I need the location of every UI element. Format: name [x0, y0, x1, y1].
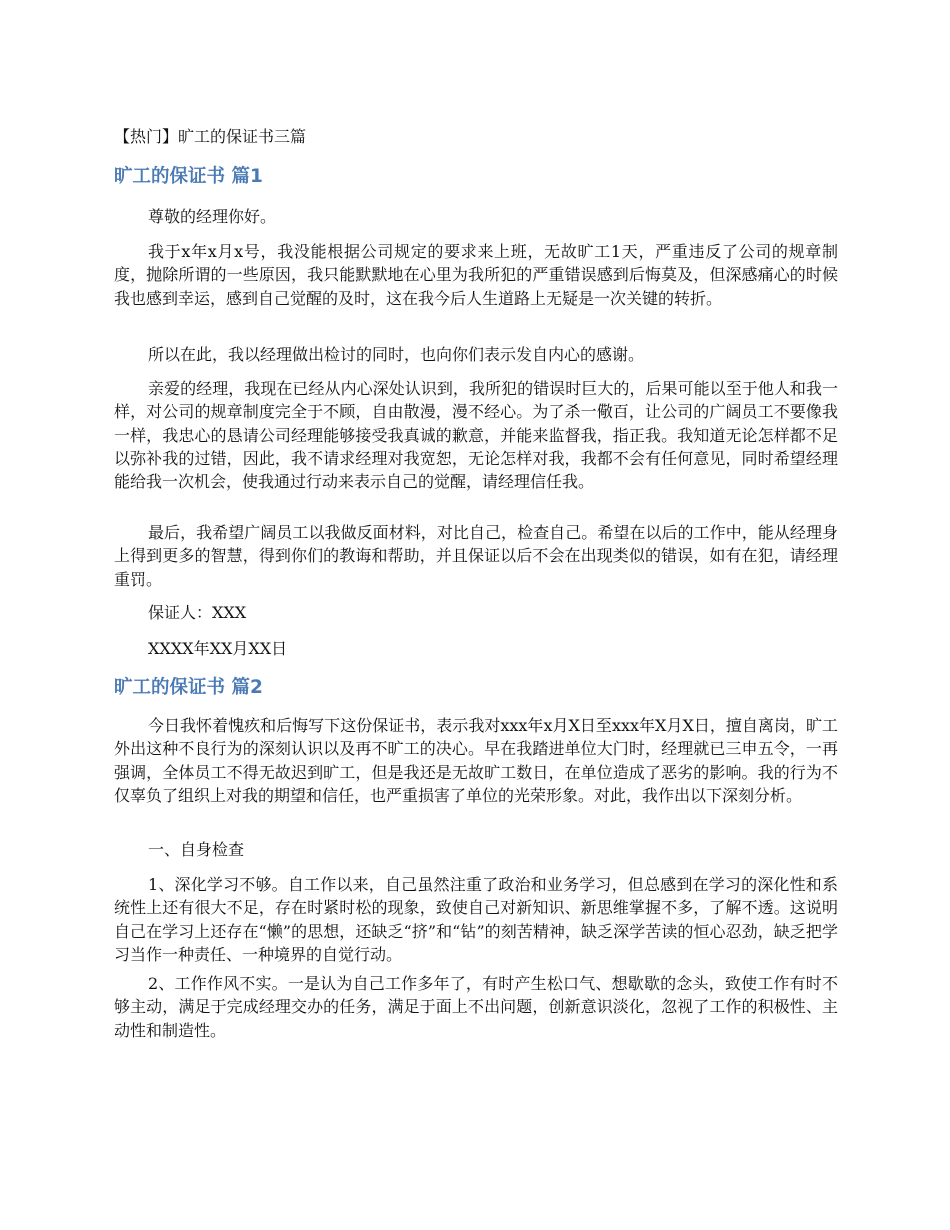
- section-1-paragraph-5: 最后，我希望广阔员工以我做反面材料，对比自己，检查自己。希望在以后的工作中，能从经理身上得到更多的智慧，得到你们的教诲和帮助，并且保证以后不会在出现类似的错误，如有在犯，请经理重罚。: [114, 523, 838, 589]
- date-line: XXXX年XX月XX日: [148, 639, 288, 658]
- section-1-paragraph-2: 我于x年x月x号，我没能根据公司规定的要求来上班，无故旷工1天，严重违反了公司的规章制度，抛除所谓的一些原因，我只能默默地在心里为我所犯的严重错误感到后悔莫及，但深感痛心的时候我也感到幸运，感到自己觉醒的及时，这在我今后人生道路上无疑是一次关键的转折。: [114, 242, 838, 308]
- subsection-heading-self-check: 一、自身检查: [148, 840, 245, 859]
- section-1-heading: 旷工的保证书 篇1: [114, 166, 263, 187]
- section-1-paragraph-3: 所以在此，我以经理做出检讨的同时，也向你们表示发自内心的感谢。: [148, 345, 645, 364]
- section-2-paragraph-3: 1、深化学习不够。自工作以来，自己虽然注重了政治和业务学习，但总感到在学习的深化性和系统性上还有很大不足，存在时紧时松的现象，致使自己对新知识、新思维掌握不多，了解不透。这说明自己在学习上还存在“懒”的思想，还缺乏“挤”和“钻”的刻苦精神，缺乏深学苦读的恒心忍劲，缺乏把学习当作一种责任、一种境界的自觉行动。: [114, 875, 838, 964]
- section-1-paragraph-4: 亲爱的经理，我现在已经从内心深处认识到，我所犯的错误时巨大的，后果可能以至于他人和我一样，对公司的规章制度完全于不顾，自由散漫，漫不经心。为了杀一儆百，让公司的广阔员工不要像我一样，我忠心的恳请公司经理能够接受我真诚的歉意，并能来监督我，指正我。我知道无论怎样都不足以弥补我的过错，因此，我不请求经理对我宽恕，无论怎样对我，我都不会有任何意见，同时希望经理能给我一次机会，使我通过行动来表示自己的觉醒，请经理信任我。: [114, 379, 838, 492]
- section-2-paragraph-4: 2、工作作风不实。一是认为自己工作多年了，有时产生松口气、想歇歇的念头，致使工作有时不够主动，满足于完成经理交办的任务，满足于面上不出问题，创新意识淡化，忽视了工作的积极性、主动性和制造性。: [114, 974, 838, 1040]
- section-2-heading: 旷工的保证书 篇2: [114, 677, 263, 698]
- document-title: 【热门】旷工的保证书三篇: [114, 127, 307, 146]
- section-1-paragraph-1: 尊敬的经理你好。: [148, 207, 277, 226]
- signatory-line: 保证人：XXX: [148, 603, 247, 622]
- section-2-paragraph-1: 今日我怀着愧疚和后悔写下这份保证书，表示我对xxx年x月X日至xxx年X月X日，擅自离岗，旷工外出这种不良行为的深刻认识以及再不旷工的决心。早在我踏进单位大门时，经理就已三申五令，一再强调，全体员工不得无故迟到旷工，但是我还是无故旷工数日，在单位造成了恶劣的影响。我的行为不仅辜负了组织上对我的期望和信任，也严重损害了单位的光荣形象。对此，我作出以下深刻分析。: [114, 716, 838, 805]
